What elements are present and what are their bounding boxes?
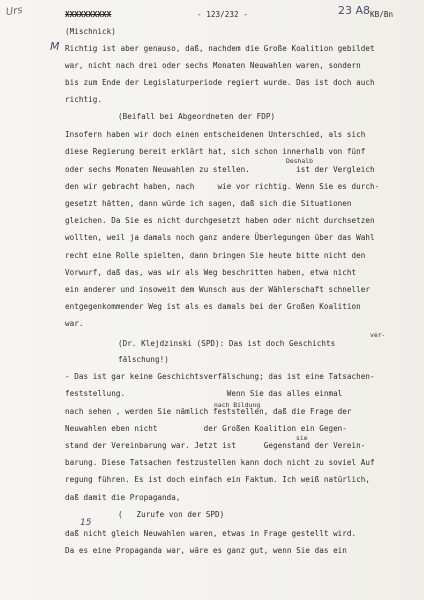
interjection: (Dr. Klejdzinski (SPD): Das ist doch Geschichts: [118, 339, 336, 348]
margin-handwritten-mark: M: [50, 40, 60, 53]
text-line: Insofern haben wir doch einen entscheidenen Unterschied, als sich: [65, 130, 366, 139]
text-line: war.: [65, 319, 84, 328]
text-line: gesetzt hätten, dann würde ich sagen, daß sich die Situationen: [65, 199, 352, 208]
handwritten-page-number: 23 A8: [338, 4, 371, 17]
text-line: barung. Diese Tatsachen festzustellen kann doch nicht zu soviel Auf: [65, 458, 375, 467]
interjection: fälschung!): [118, 355, 169, 364]
text-line: feststellung. Wenn Sie das alles einmal: [65, 389, 343, 398]
text-line: den wir gebracht haben, nach wie vor richtig. Wenn Sie es durch-: [65, 182, 380, 191]
insertion-nach-bildung: nach Bildung: [214, 401, 261, 409]
header-label: XXXXXXXXXX: [65, 10, 112, 19]
text-line: daß nicht gleich Neuwahlen waren, etwas in Frage gestellt wird.: [65, 529, 357, 538]
text-line: diese Regierung bereit erklärt hat, sich schon innerhalb von fünf: [65, 147, 366, 156]
text-line: stand der Vereinbarung war. Jetzt ist Gegenstand der Verein-: [65, 441, 366, 450]
page-number: - 123/232 -: [197, 10, 248, 19]
insertion-sie: sie: [296, 434, 308, 442]
margin-handwritten-number: 15: [80, 518, 92, 528]
text-line: ein anderer und insoweit dem Wunsch aus der Wählerschaft schneller: [65, 285, 371, 294]
text-line: Neuwahlen eben nicht der Großen Koalition ein Gegen-: [65, 424, 347, 433]
speaker-label: (Mischnick): [65, 27, 116, 36]
text-line: war, nicht nach drei oder sechs Monaten Neuwahlen waren, sondern: [65, 61, 361, 70]
text-line: daß damit die Propaganda,: [65, 493, 181, 502]
text-line: - Das ist gar keine Geschichtsverfälschung; das ist eine Tatsachen-: [65, 372, 375, 381]
text-line: wollten, weil ja damals noch ganz andere Überlegungen über das Wahl: [65, 233, 375, 242]
text-line: Richtig ist aber genauso, daß, nachdem die Große Koalition gebildet: [65, 44, 375, 53]
text-line: entgegenkommender Weg ist als es damals bei der Großen Koalition: [65, 302, 361, 311]
text-line: regung führen. Es ist doch einfach ein Faktum. Ich weiß natürlich,: [65, 475, 371, 484]
text-line: recht eine Rolle spielten, dann bringen Sie heute bitte nicht den: [65, 251, 366, 260]
text-line: Da es eine Propaganda war, wäre es ganz gut, wenn Sie das ein: [65, 546, 347, 555]
corner-handwritten-mark: Urs: [5, 4, 24, 19]
text-line: richtig.: [65, 95, 102, 104]
text-line: nach sehen , werden Sie nämlich feststellen, daß die Frage der: [65, 407, 352, 416]
text-line: Vorwurf, daß das, was wir als Weg beschritten haben, etwa nicht: [65, 268, 357, 277]
interjection: ( Zurufe von der SPD): [118, 510, 225, 519]
text-line: gleichen. Da Sie es nicht durchgesetzt haben oder nicht durchsetzen: [65, 216, 375, 225]
insertion-ver: ver-: [370, 331, 386, 339]
text-line: oder sechs Monaten Neuwahlen zu stellen. ist der Vergleich: [65, 165, 375, 174]
header-initials: KB/Bn: [370, 10, 394, 19]
interjection: (Beifall bei Abgeordneten der FDP): [118, 112, 276, 121]
insertion-deshalb: Deshalb: [286, 157, 313, 165]
text-line: bis zum Ende der Legislaturperiode regiert wurde. Das ist doch auch: [65, 78, 375, 87]
